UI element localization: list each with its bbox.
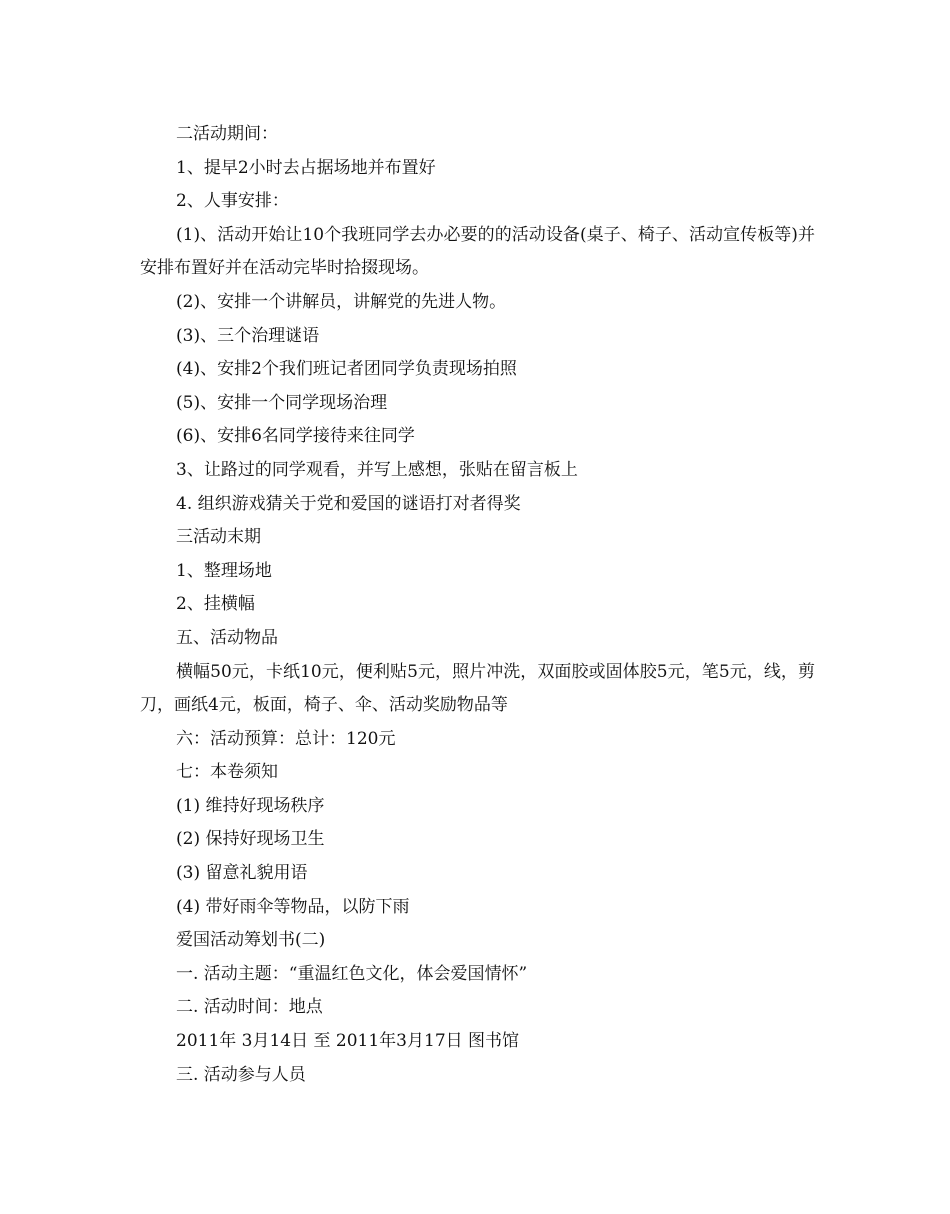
list-item: (4) 带好雨伞等物品，以防下雨 — [176, 896, 410, 917]
list-item: (3)、三个治理谜语 — [176, 325, 320, 346]
date-location-text: 2011年 3月14日 至 2011年3月17日 图书馆 — [176, 1031, 520, 1052]
list-item: 3、让路过的同学观看，并写上感想，张贴在留言板上 — [176, 459, 578, 480]
paragraph-equipment: (1)、活动开始让10个我班同学去办必要的的活动设备(桌子、椅子、活动宣传板等)并安排布置好并在活动完毕时拾掇现场。 — [140, 224, 815, 279]
list-item: 1、整理场地 — [176, 560, 272, 581]
list-item: 2、挂横幅 — [176, 594, 255, 615]
paragraph-materials: 横幅50元，卡纸10元，便利贴5元，照片冲洗，双面胶或固体胶5元，笔5元，线，剪刀，画纸4元，板面，椅子、伞、活动奖励物品等 — [140, 661, 815, 716]
section-heading-theme: 一. 活动主题：“重温红色文化，体会爱国情怀” — [176, 963, 528, 984]
section-heading-time-place: 二. 活动时间：地点 — [176, 997, 323, 1018]
list-item: (2) 保持好现场卫生 — [176, 829, 325, 850]
list-item: 1、提早2小时去占据场地并布置好 — [176, 157, 436, 178]
list-item: (2)、安排一个讲解员，讲解党的先进人物。 — [176, 291, 507, 312]
section-heading-participants: 三. 活动参与人员 — [176, 1064, 306, 1085]
list-item: 2、人事安排： — [176, 191, 289, 212]
section-heading-activity-end: 三活动末期 — [176, 527, 261, 548]
list-item: (3) 留意礼貌用语 — [176, 863, 308, 884]
section-heading-materials: 五、活动物品 — [176, 627, 278, 648]
document-body — [140, 118, 815, 1092]
document-subtitle: 爱国活动筹划书(二) — [176, 930, 326, 951]
list-item: (1) 维持好现场秩序 — [176, 795, 325, 816]
list-item: (6)、安排6名同学接待来往同学 — [176, 426, 415, 447]
section-heading-activity-period: 二活动期间： — [176, 124, 278, 144]
list-item: 4. 组织游戏猜关于党和爱国的谜语打对者得奖 — [176, 493, 521, 514]
section-heading-notes: 七：本卷须知 — [176, 762, 278, 783]
list-item: (5)、安排一个同学现场治理 — [176, 392, 388, 413]
section-heading-budget: 六：活动预算：总计：120元 — [176, 728, 396, 749]
list-item: (4)、安排2个我们班记者团同学负责现场拍照 — [176, 359, 517, 380]
